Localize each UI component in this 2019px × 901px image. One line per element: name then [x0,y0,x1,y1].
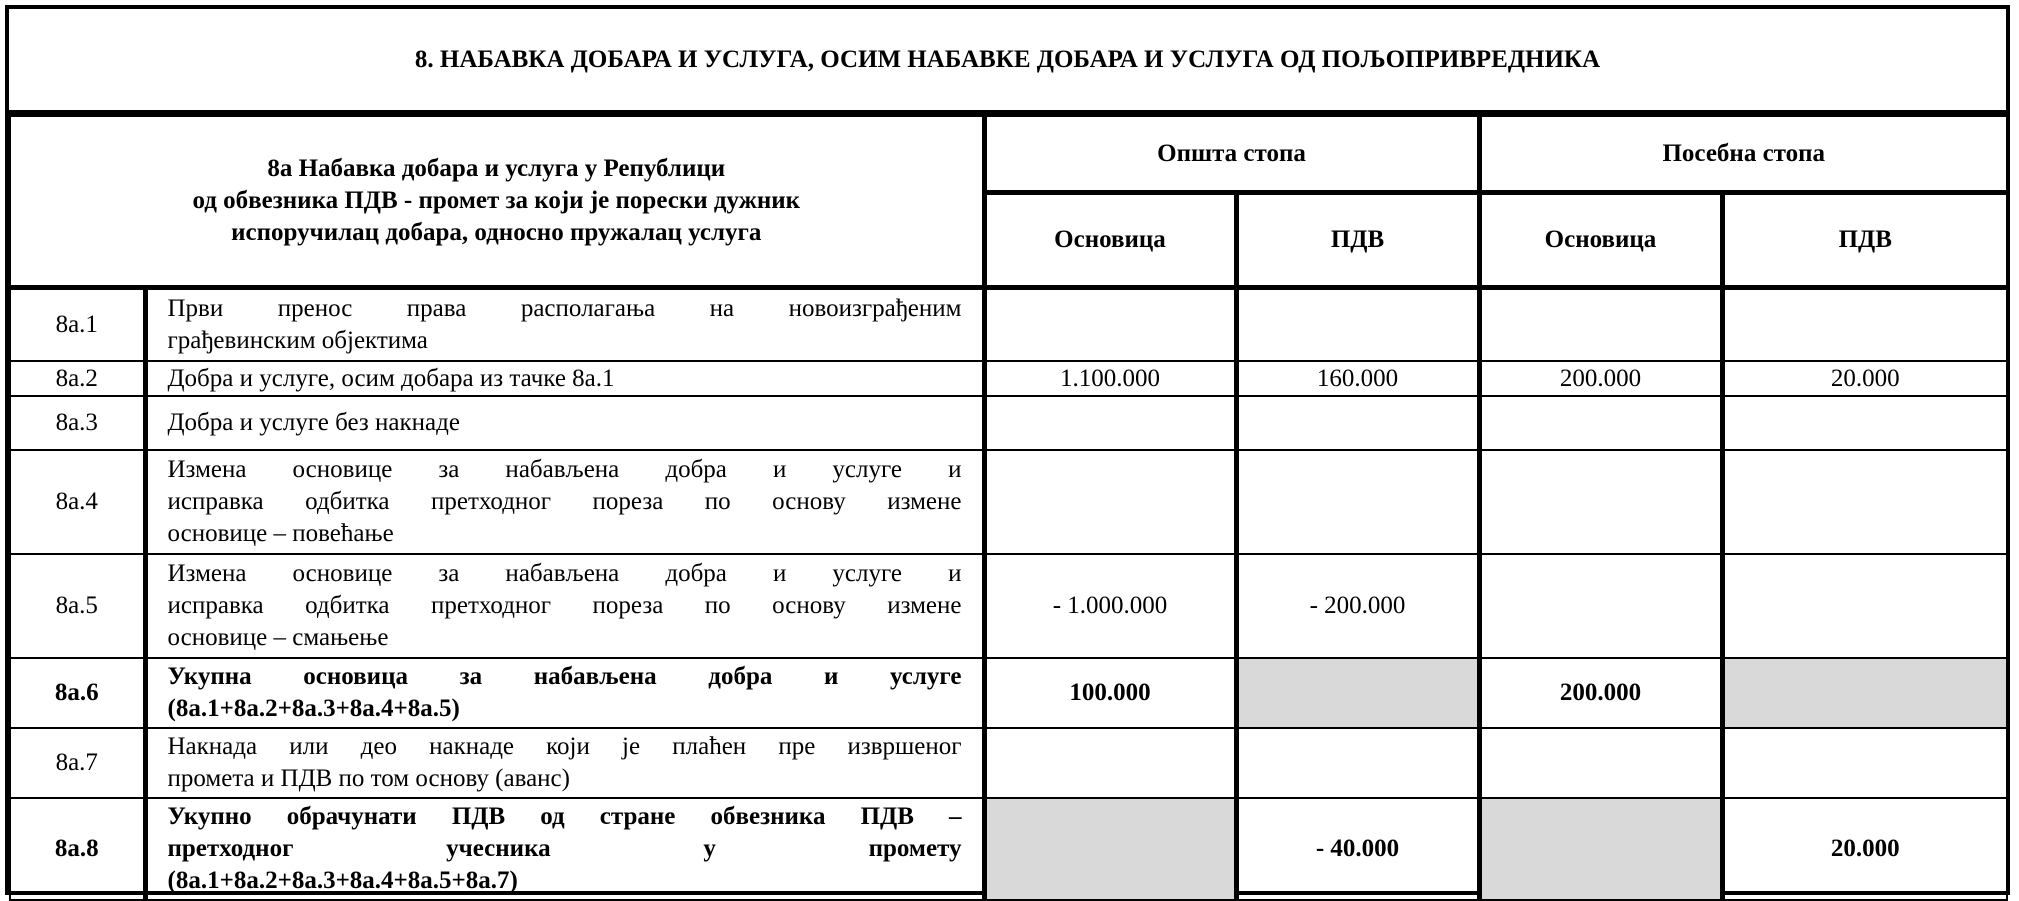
special-base-cell-disabled [1479,798,1722,900]
special-base-cell[interactable]: 200.000 [1479,658,1722,728]
general-vat-cell-disabled [1236,658,1479,728]
special-vat-cell[interactable] [1722,450,2007,554]
table-row [10,288,2007,362]
general-rate-header: Општа стопа [984,116,1479,193]
special-base-cell[interactable] [1479,728,1722,798]
special-vat-cell[interactable] [1722,728,2007,798]
table-row [10,554,2007,658]
row-description-line: Укупна основица за набављена добра и услуге [167,663,962,690]
general-vat-cell[interactable] [1236,396,1479,450]
general-vat-cell[interactable]: - 40.000 [1236,798,1479,900]
row-description-line: исправка одбитка претходног пореза по основу измене [167,488,962,515]
general-base-cell[interactable]: 100.000 [984,658,1236,728]
row-description-line: претходног учесника у промету [167,835,962,862]
special-vat-cell[interactable] [1722,396,2007,450]
row-description [145,288,984,362]
general-base-cell[interactable] [984,450,1236,554]
row-code: 8а.3 [10,396,145,450]
general-base-header: Основица [984,193,1236,288]
special-vat-cell[interactable] [1722,554,2007,658]
general-vat-cell[interactable]: 160.000 [1236,361,1479,396]
general-base-cell[interactable] [984,288,1236,362]
row-code: 8а.5 [10,554,145,658]
row-code: 8а.2 [10,361,145,396]
vat-form-frame [5,5,2010,895]
row-description-line: (8а.1+8а.2+8а.3+8а.4+8а.5+8а.7) [167,867,518,894]
special-base-header: Основица [1479,193,1722,288]
table-row [10,396,2007,450]
row-description [145,450,984,554]
table-row [10,798,2007,900]
section-title: 8. НАБАВКА ДОБАРА И УСЛУГА, ОСИМ НАБАВКЕ ДОБАРА И УСЛУГА ОД ПОЉОПРИВРЕДНИКА [9,9,2006,115]
section-heading-line: испоручилац добара, односно пружалац услуга [231,219,762,246]
section-heading-line: 8а Набавка добара и услуга у Републици [267,155,726,182]
row-description-line: грађевинским објектима [167,327,428,354]
special-vat-cell[interactable]: 20.000 [1722,798,2007,900]
special-base-cell[interactable] [1479,396,1722,450]
row-description [145,798,984,900]
row-description-line: Добра и услуге, осим добара из тачке 8а.1 [167,364,615,392]
general-base-cell[interactable] [984,396,1236,450]
general-vat-cell[interactable] [1236,288,1479,362]
row-code: 8а.8 [10,798,145,900]
special-vat-cell-disabled [1722,658,2007,728]
table-row [10,658,2007,728]
row-description-line: основице – смањење [167,624,389,651]
general-vat-cell[interactable] [1236,728,1479,798]
special-base-cell[interactable]: 200.000 [1479,361,1722,396]
section-heading-line: од обвезника ПДВ - промет за који је порески дужник [192,187,801,214]
row-description-line: Измена основице за набављена добра и услуге и [167,560,962,587]
row-description-line: Укупно обрачунати ПДВ од стране обвезника ПДВ – [167,803,962,830]
special-base-cell[interactable] [1479,450,1722,554]
row-description [145,728,984,798]
table-row [10,728,2007,798]
row-code: 8а.7 [10,728,145,798]
row-description [145,396,984,450]
general-vat-cell[interactable]: - 200.000 [1236,554,1479,658]
special-vat-cell[interactable] [1722,288,2007,362]
table-row [10,361,2007,396]
general-vat-header: ПДВ [1236,193,1479,288]
row-description-line: Добра и услуге без накнаде [167,409,460,436]
general-base-cell-disabled [984,798,1236,900]
special-base-cell[interactable] [1479,554,1722,658]
row-description-line: основице – повећање [167,520,394,547]
special-vat-header: ПДВ [1722,193,2007,288]
row-description-line: (8а.1+8а.2+8а.3+8а.4+8а.5) [167,695,460,722]
row-description-line: исправка одбитка претходног пореза по основу измене [167,592,962,619]
table-row [10,450,2007,554]
row-description-line: промета и ПДВ по том основу (аванс) [167,765,570,792]
general-base-cell[interactable] [984,728,1236,798]
section-heading [10,116,984,288]
general-vat-cell[interactable] [1236,450,1479,554]
row-description [145,361,984,396]
row-description-line: Накнада или део накнаде који је плаћен пре извршеног [167,733,962,760]
general-base-cell[interactable]: - 1.000.000 [984,554,1236,658]
row-description [145,658,984,728]
row-code: 8а.6 [10,658,145,728]
row-description [145,554,984,658]
purchases-table [9,115,2008,901]
row-description-line: Измена основице за набављена добра и услуге и [167,456,962,483]
general-base-cell[interactable]: 1.100.000 [984,361,1236,396]
row-code: 8а.1 [10,288,145,362]
row-code: 8а.4 [10,450,145,554]
special-base-cell[interactable] [1479,288,1722,362]
row-description-line: Први пренос права располагања на новоизграђеним [167,295,962,322]
special-vat-cell[interactable]: 20.000 [1722,361,2007,396]
special-rate-header: Посебна стопа [1479,116,2007,193]
